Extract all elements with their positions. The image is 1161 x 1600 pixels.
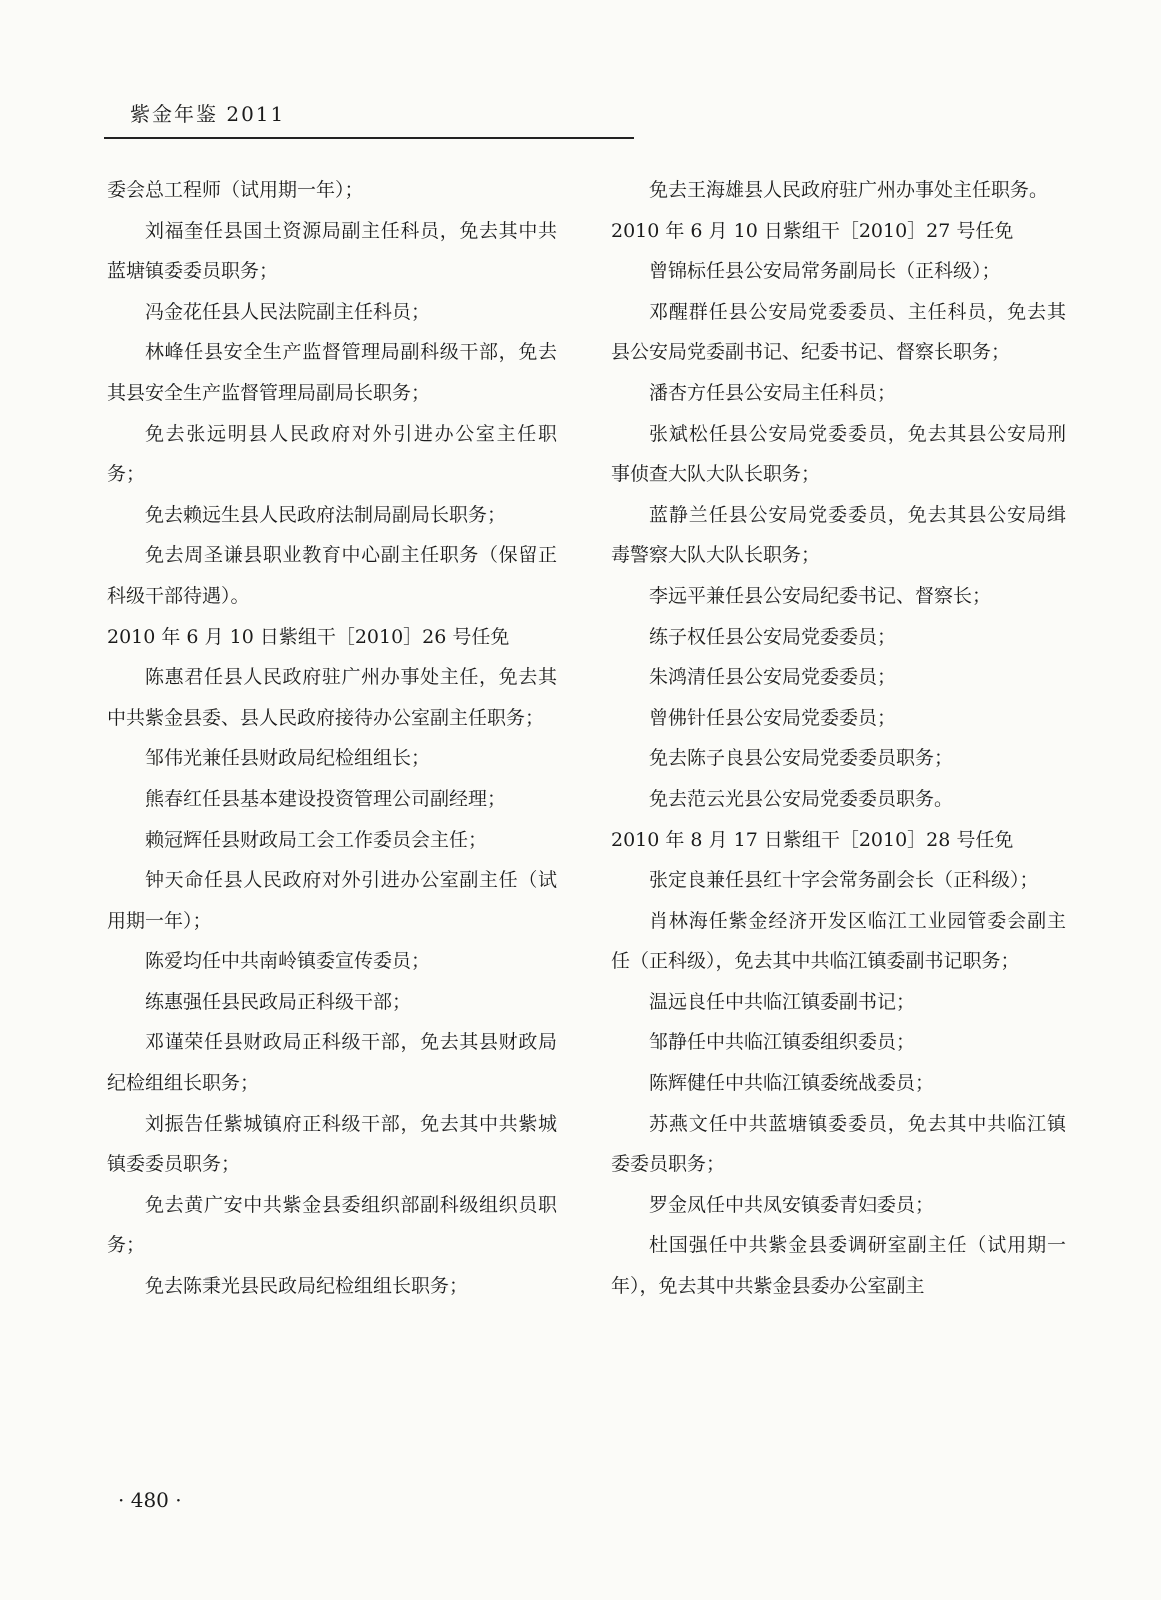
- appointment-entry: 陈爱均任中共南岭镇委宣传委员；: [145, 950, 431, 973]
- page-number: · 480 ·: [118, 1488, 182, 1512]
- appointment-entry: 罗金凤任中共凤安镇委青妇委员；: [649, 1193, 935, 1216]
- appointment-entry: 潘杏方任县公安局主任科员；: [649, 381, 897, 404]
- appointment-entry: 陈辉健任中共临江镇委统战委员；: [649, 1072, 935, 1095]
- continued-paragraph: 委会总工程师（试用期一年）；: [107, 179, 364, 201]
- appointment-entry: 邓醒群任县公安局党委委员、主任科员，免去其县公安局党委副书记、纪委书记、督察长职务；: [611, 300, 1066, 364]
- appointment-entry: 冯金花任县人民法院副主任科员；: [145, 300, 431, 323]
- right-text-column: [611, 170, 1066, 1307]
- appointment-entry: 朱鸿清任县公安局党委委员；: [649, 666, 897, 689]
- appointment-entry: 李远平兼任县公安局纪委书记、督察长；: [649, 584, 992, 607]
- appointment-entry: 邹伟光兼任县财政局纪检组组长；: [145, 747, 431, 770]
- appointment-notice-heading: 2010 年 6 月 10 日紫组干［2010］27 号任免: [611, 219, 1014, 242]
- appointment-entry: 邹静任中共临江镇委组织委员；: [649, 1031, 916, 1054]
- appointment-entry: 温远良任中共临江镇委副书记；: [649, 990, 916, 1013]
- header-rule: [104, 137, 634, 139]
- appointment-entry: 练惠强任县民政局正科级干部；: [145, 990, 412, 1013]
- appointment-entry: 免去王海雄县人民政府驻广州办事处主任职务。: [649, 179, 1049, 201]
- left-text-column: [107, 170, 557, 1307]
- appointment-entry: 免去周圣谦县职业教育中心副主任职务（保留正科级干部待遇）。: [107, 544, 557, 607]
- appointment-entry: 刘振告任紫城镇府正科级干部，免去其中共紫城镇委委员职务；: [107, 1112, 557, 1176]
- appointment-entry: 免去黄广安中共紫金县委组织部副科级组织员职务；: [107, 1193, 557, 1257]
- appointment-notice-heading: 2010 年 6 月 10 日紫组干［2010］26 号任免: [107, 625, 510, 648]
- appointment-entry: 邓谨荣任县财政局正科级干部，免去其县财政局纪检组组长职务；: [107, 1031, 557, 1095]
- appointment-entry: 蓝静兰任县公安局党委委员，免去其县公安局缉毒警察大队大队长职务；: [611, 503, 1066, 567]
- appointment-entry: 钟天命任县人民政府对外引进办公室副主任（试用期一年）；: [107, 869, 557, 932]
- appointment-entry: 赖冠辉任县财政局工会工作委员会主任；: [145, 828, 488, 851]
- appointment-entry: 张定良兼任县红十字会常务副会长（正科级）；: [649, 869, 1039, 892]
- appointment-entry: 曾佛针任县公安局党委委员；: [649, 706, 897, 729]
- appointment-entry: 免去陈秉光县民政局纪检组组长职务；: [145, 1275, 469, 1298]
- appointment-entry: 免去赖远生县人民政府法制局副局长职务；: [145, 503, 507, 526]
- appointment-entry: 陈惠君任县人民政府驻广州办事处主任，免去其中共紫金县委、县人民政府接待办公室副主任职务；: [107, 666, 557, 729]
- appointment-entry: 熊春红任县基本建设投资管理公司副经理；: [145, 787, 507, 810]
- appointment-entry: 苏燕文任中共蓝塘镇委委员，免去其中共临江镇委委员职务；: [611, 1112, 1066, 1176]
- appointment-entry: 张斌松任县公安局党委委员，免去其县公安局刑事侦查大队大队长职务；: [611, 422, 1066, 486]
- running-header: 紫金年鉴 2011: [130, 102, 286, 126]
- appointment-entry: 免去张远明县人民政府对外引进办公室主任职务；: [107, 422, 557, 486]
- appointment-entry: 免去范云光县公安局党委委员职务。: [649, 787, 954, 810]
- appointment-entry: 曾锦标任县公安局常务副局长（正科级）；: [649, 260, 1001, 283]
- appointment-entry: 杜国强任中共紫金县委调研室副主任（试用期一年），免去其中共紫金县委办公室副主: [611, 1234, 1066, 1298]
- appointment-entry: 练子权任县公安局党委委员；: [649, 625, 897, 648]
- appointment-entry: 刘福奎任县国土资源局副主任科员，免去其中共蓝塘镇委委员职务；: [107, 219, 557, 283]
- appointment-notice-heading: 2010 年 8 月 17 日紫组干［2010］28 号任免: [611, 828, 1014, 851]
- appointment-entry: 肖林海任紫金经济开发区临江工业园管委会副主任（正科级），免去其中共临江镇委副书记职务；: [611, 909, 1066, 973]
- appointment-entry: 林峰任县安全生产监督管理局副科级干部，免去其县安全生产监督管理局副局长职务；: [107, 341, 557, 404]
- appointment-entry: 免去陈子良县公安局党委委员职务；: [649, 747, 954, 770]
